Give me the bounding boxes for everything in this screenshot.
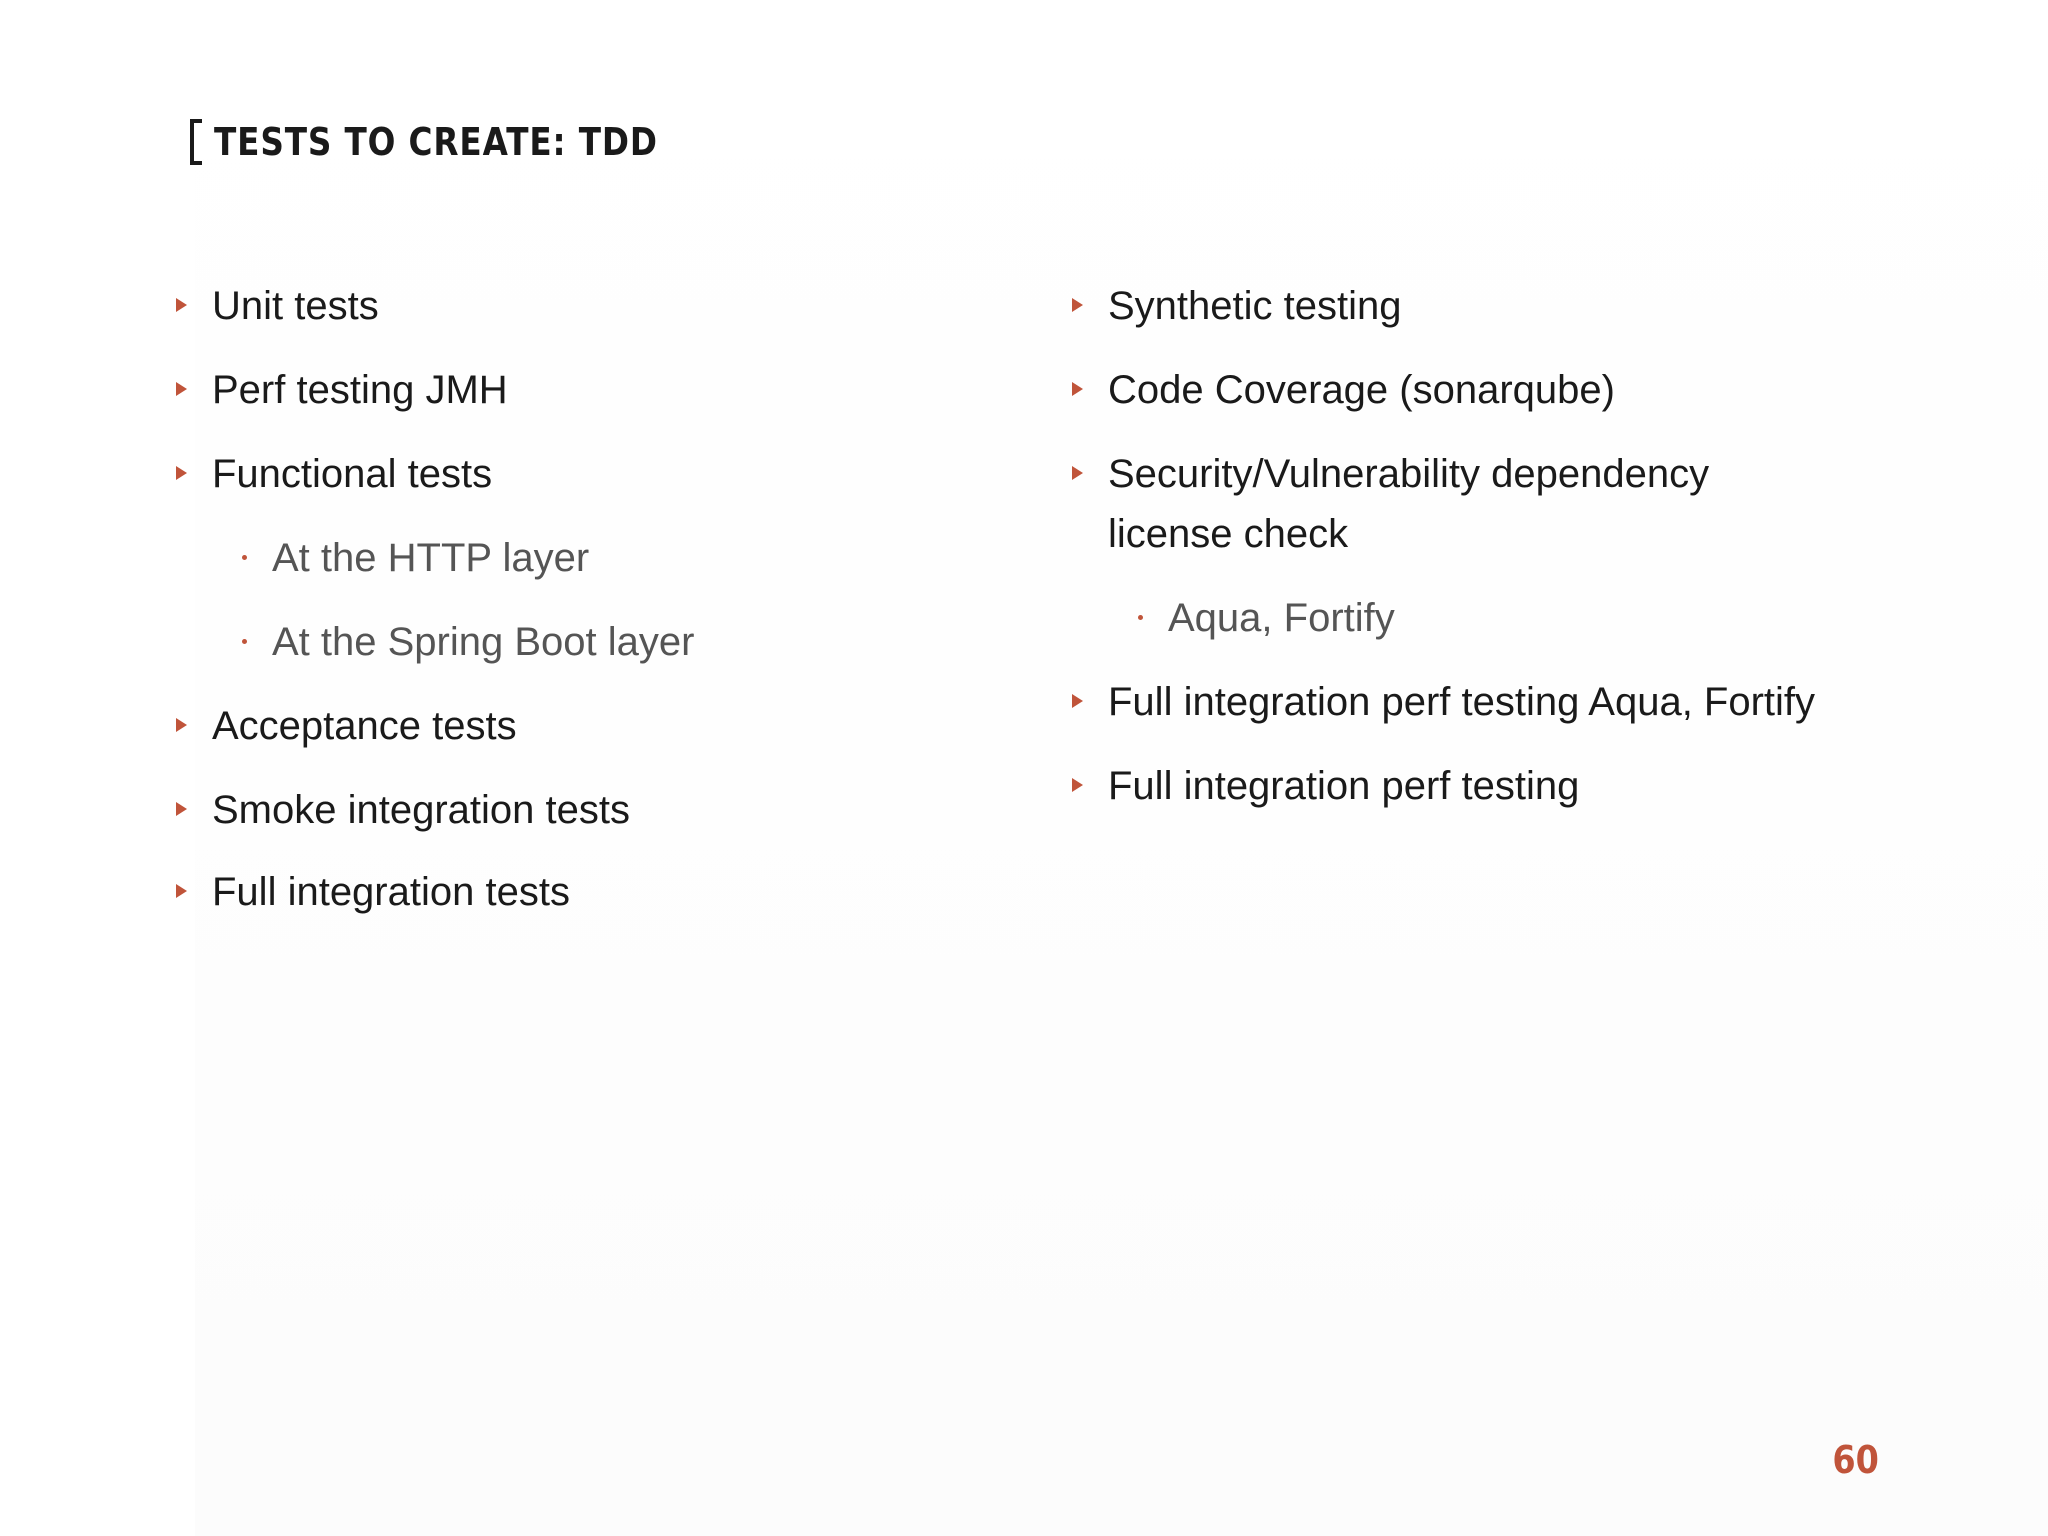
triangle-bullet-icon <box>1072 276 1086 336</box>
list-item-label: Full integration tests <box>212 870 570 914</box>
triangle-bullet-icon <box>176 696 190 756</box>
sub-list-item-label: At the Spring Boot layer <box>272 620 695 664</box>
dot-bullet-icon <box>1138 615 1143 620</box>
list-item <box>170 444 1030 504</box>
list-item <box>170 862 1030 922</box>
list-item <box>1066 756 1966 816</box>
list-item-label: Code Coverage (sonarqube) <box>1108 368 1615 412</box>
list-item-label: Perf testing JMH <box>212 368 508 412</box>
triangle-bullet-icon <box>176 276 190 336</box>
triangle-bullet-icon <box>1072 672 1086 732</box>
triangle-bullet-icon <box>176 780 190 840</box>
list-item-label: Full integration perf testing <box>1108 764 1580 808</box>
list-item-label: Functional tests <box>212 452 493 496</box>
list-item <box>1066 360 1966 420</box>
left-bullet-list <box>170 276 1030 922</box>
list-item <box>170 276 1030 336</box>
sub-list-item-label: Aqua, Fortify <box>1168 596 1395 640</box>
sub-list-item <box>1066 588 1966 648</box>
list-item <box>1066 444 1966 564</box>
list-item <box>1066 672 1966 732</box>
triangle-bullet-icon <box>1072 756 1086 816</box>
triangle-bullet-icon <box>1072 360 1086 420</box>
list-item <box>1066 276 1966 336</box>
list-item-label: Security/Vulnerability dependency license check <box>1108 452 1710 556</box>
list-item-label: Unit tests <box>212 284 379 328</box>
triangle-bullet-icon <box>176 360 190 420</box>
list-item-label: Synthetic testing <box>1108 284 1402 328</box>
list-item <box>170 780 1030 840</box>
dot-bullet-icon <box>242 639 247 644</box>
right-bullet-list <box>1066 276 1966 816</box>
list-item-label: Smoke integration tests <box>212 788 630 832</box>
bracket-icon <box>190 119 202 165</box>
sub-list-item <box>170 528 1030 588</box>
triangle-bullet-icon <box>1072 444 1086 504</box>
page-number: 60 <box>1832 1438 1879 1482</box>
triangle-bullet-icon <box>176 444 190 504</box>
slide-title: TESTS TO CREATE: TDD <box>214 120 658 164</box>
triangle-bullet-icon <box>176 862 190 922</box>
list-item-label: Acceptance tests <box>212 704 517 748</box>
slide-title-block <box>190 112 730 172</box>
sub-list-item <box>170 612 1030 672</box>
list-item <box>170 360 1030 420</box>
list-item-label: Full integration perf testing Aqua, Fortify <box>1108 680 1816 724</box>
list-item <box>170 696 1030 756</box>
dot-bullet-icon <box>242 555 247 560</box>
sub-list-item-label: At the HTTP layer <box>272 536 590 580</box>
